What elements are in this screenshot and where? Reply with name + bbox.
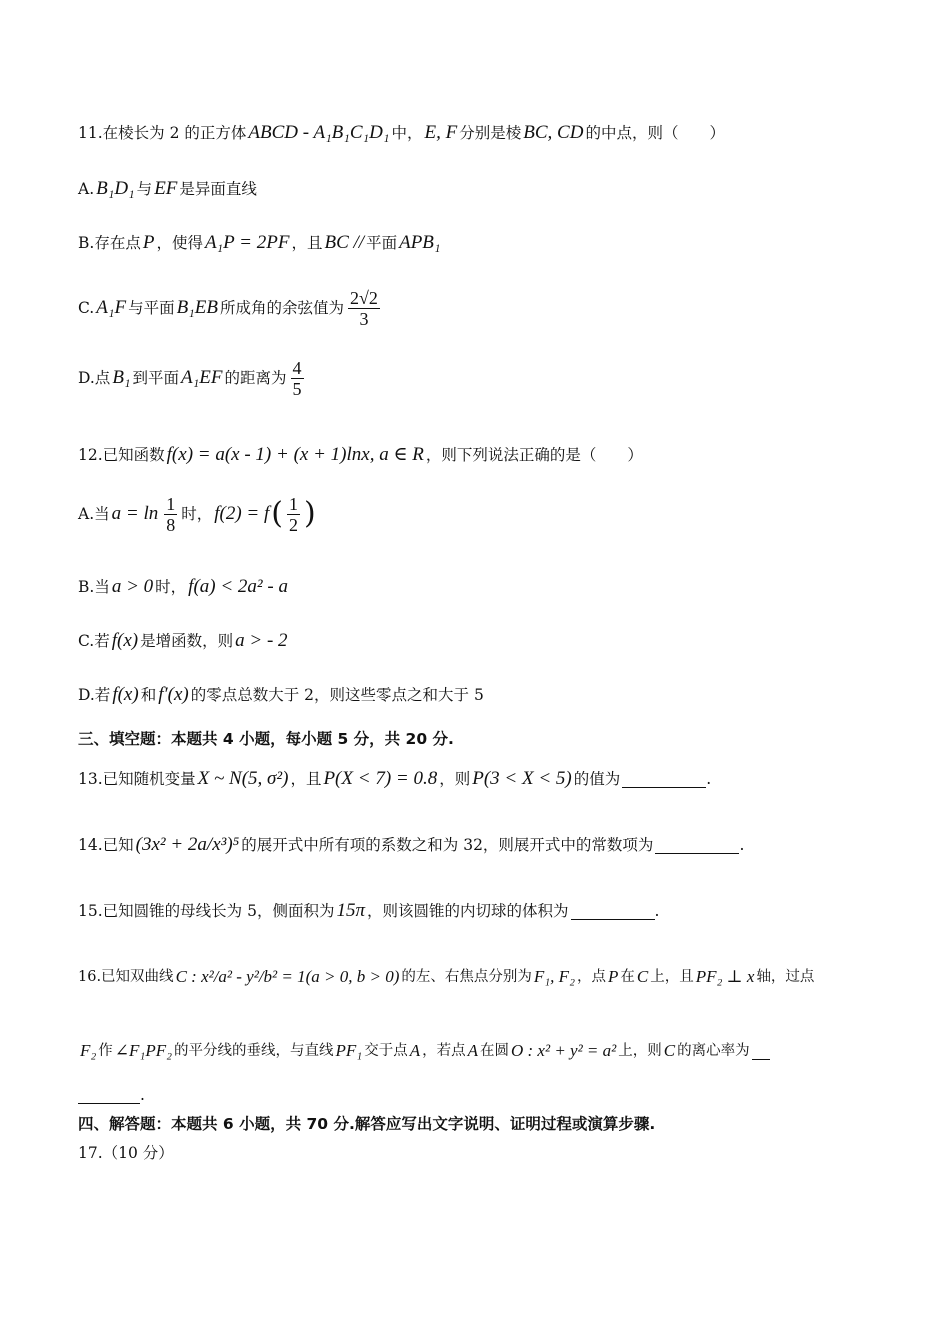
text: 上，则 (618, 1043, 662, 1059)
math: ∠F₁PF₂ (114, 1041, 173, 1060)
numerator: 4 (292, 357, 302, 378)
text: 的左、右焦点分别为 (401, 969, 532, 985)
text: ，若点 (422, 1043, 466, 1059)
math: 15π (336, 900, 365, 921)
option-label: B.当 (78, 578, 110, 596)
denominator: 2 (289, 514, 299, 535)
q15 (78, 900, 880, 922)
option-label: B.存在点 (78, 234, 141, 252)
fraction (348, 288, 380, 329)
text: 到平面 (132, 369, 180, 387)
math: A₁F (96, 297, 127, 318)
q11-text: 的中点，则（ ） (585, 124, 725, 142)
heading-text: 四、解答题：本题共 6 小题，共 70 分.解答应写出文字说明、证明过程或演算步骤. (78, 1115, 656, 1133)
math: a = ln (111, 503, 159, 524)
text: . (140, 1086, 145, 1104)
math: f(a) < 2a² - a (188, 576, 288, 597)
math: f(x) (112, 684, 139, 705)
text: ，点 (576, 969, 606, 985)
q12-stem (78, 444, 880, 466)
text: 与平面 (128, 299, 175, 317)
q17 (78, 1142, 880, 1164)
q11-option-d (78, 356, 880, 400)
math: P(3 < X < 5) (472, 768, 572, 789)
numerator: 2√2 (350, 287, 378, 308)
text: 的展开式中所有项的系数之和为 32，则展开式中的常数项为 (241, 836, 654, 854)
option-label: C.若 (78, 632, 110, 650)
math: a > 0 (111, 576, 154, 597)
text: 14.已知 (78, 836, 134, 854)
math: X ~ N(5, σ²) (197, 768, 289, 789)
math: C (663, 1041, 676, 1060)
math: f(x) = a(x - 1) + (x + 1)lnx, a ∈ R (166, 444, 424, 465)
math: f(2) = f (214, 503, 270, 524)
q11-text: 中， (391, 124, 423, 142)
math: B₁EB (176, 297, 219, 318)
math: C (636, 967, 649, 986)
math: f′(x) (158, 684, 189, 705)
math: F₂ (80, 1041, 97, 1060)
text: . (739, 836, 745, 854)
q11-ef-math: E, F (424, 122, 458, 143)
q11-stem (78, 122, 880, 144)
math: C : x²/a² - y²/b² = 1(a > 0, b > 0) (175, 967, 400, 986)
q13 (78, 768, 880, 790)
math: A (467, 1041, 478, 1060)
answer-blank[interactable] (622, 771, 706, 788)
option-label: A. (78, 180, 95, 198)
text: 所成角的余弦值为 (220, 299, 345, 317)
math: f(x) (111, 630, 139, 651)
text: . (654, 902, 660, 920)
math: BC // (324, 232, 365, 253)
math: APB₁ (399, 232, 441, 253)
q12-option-d (78, 684, 880, 706)
heading-text: 三、填空题：本题共 4 小题，每小题 5 分，共 20 分. (78, 730, 454, 748)
text: 16.已知双曲线 (78, 969, 174, 985)
q12-option-c (78, 630, 880, 652)
text: 的距离为 (224, 369, 287, 387)
text: 12.已知函数 (78, 446, 165, 464)
math: P (142, 232, 155, 253)
fraction (287, 494, 300, 535)
q11-cube-math: ABCD - A₁B₁C₁D₁ (248, 122, 390, 143)
text: ，且 (291, 234, 323, 252)
text: 与 (136, 180, 153, 198)
math: B₁D₁ (96, 178, 135, 199)
text: 15.已知圆锥的母线长为 5，侧面积为 (78, 902, 335, 920)
math: P (607, 967, 619, 986)
text: ，且 (290, 770, 322, 788)
option-label: D.点 (78, 369, 111, 387)
q16-line2 (78, 1040, 880, 1062)
denominator: 5 (292, 378, 302, 399)
q16-line3 (78, 1084, 880, 1106)
text: 在圆 (479, 1043, 509, 1059)
math: A (409, 1041, 421, 1060)
text: 的零点总数大于 2，则这些零点之和大于 5 (190, 686, 484, 704)
denominator: 8 (166, 514, 176, 535)
section-heading-fill-in (78, 728, 880, 750)
math: P(X < 7) = 0.8 (323, 768, 438, 789)
q11-text: 分别是棱 (459, 124, 522, 142)
math: EF (154, 178, 178, 199)
math: PF₂ ⊥ x (695, 967, 755, 986)
paren-left: ( (271, 496, 284, 531)
fraction (164, 494, 177, 535)
q16-line1 (78, 966, 880, 988)
text: 时， (155, 578, 187, 596)
text: 交于点 (364, 1043, 408, 1059)
text: 平面 (366, 234, 398, 252)
text: 17.（10 分） (78, 1144, 174, 1162)
text: 的值为 (573, 770, 621, 788)
math: F₁, F₂ (533, 967, 575, 986)
math: B₁ (112, 367, 131, 388)
q12-option-a (78, 490, 880, 538)
numerator: 1 (166, 493, 176, 514)
math: a > - 2 (235, 630, 288, 651)
option-label: C. (78, 299, 95, 317)
answer-blank[interactable] (655, 837, 739, 854)
text: ，使得 (156, 234, 203, 252)
q11-text: 11.在棱长为 2 的正方体 (78, 124, 247, 142)
q11-option-a (78, 178, 880, 200)
math: A₁P = 2PF (204, 232, 290, 253)
text: 轴，过点 (756, 969, 815, 985)
text: ，则下列说法正确的是（ ） (425, 446, 643, 464)
text: . (706, 770, 712, 788)
q11-option-b (78, 232, 880, 254)
text: 作 (98, 1043, 113, 1059)
text: 在 (620, 969, 635, 985)
q11-option-c (78, 286, 880, 330)
answer-blank[interactable] (571, 903, 655, 920)
q14 (78, 834, 880, 856)
text: 是异面直线 (179, 180, 257, 198)
section-heading-solutions (78, 1113, 880, 1135)
text: 13.已知随机变量 (78, 770, 196, 788)
option-label: D.若 (78, 686, 111, 704)
text: 的平分线的垂线，与直线 (174, 1043, 334, 1059)
text: ，则 (439, 770, 471, 788)
math: O : x² + y² = a² (510, 1041, 617, 1060)
text: ，则该圆锥的内切球的体积为 (366, 902, 569, 920)
text: 上，且 (650, 969, 694, 985)
text: 是增函数，则 (140, 632, 234, 650)
text: 和 (140, 686, 157, 704)
denominator: 3 (359, 308, 369, 329)
q12-option-b (78, 576, 880, 598)
text: 的离心率为 (677, 1043, 750, 1059)
answer-blank[interactable] (752, 1043, 770, 1060)
numerator: 1 (289, 493, 299, 514)
paren-right: ) (304, 496, 316, 531)
math: A₁EF (181, 367, 223, 388)
fraction (291, 358, 304, 399)
q11-edges-math: BC, CD (523, 122, 584, 143)
math: (3x² + 2a/x³)⁵ (135, 834, 240, 855)
option-label: A.当 (78, 505, 110, 523)
math: PF₁ (335, 1041, 363, 1060)
text: 时， (181, 505, 213, 523)
answer-blank-continued[interactable] (78, 1087, 140, 1104)
